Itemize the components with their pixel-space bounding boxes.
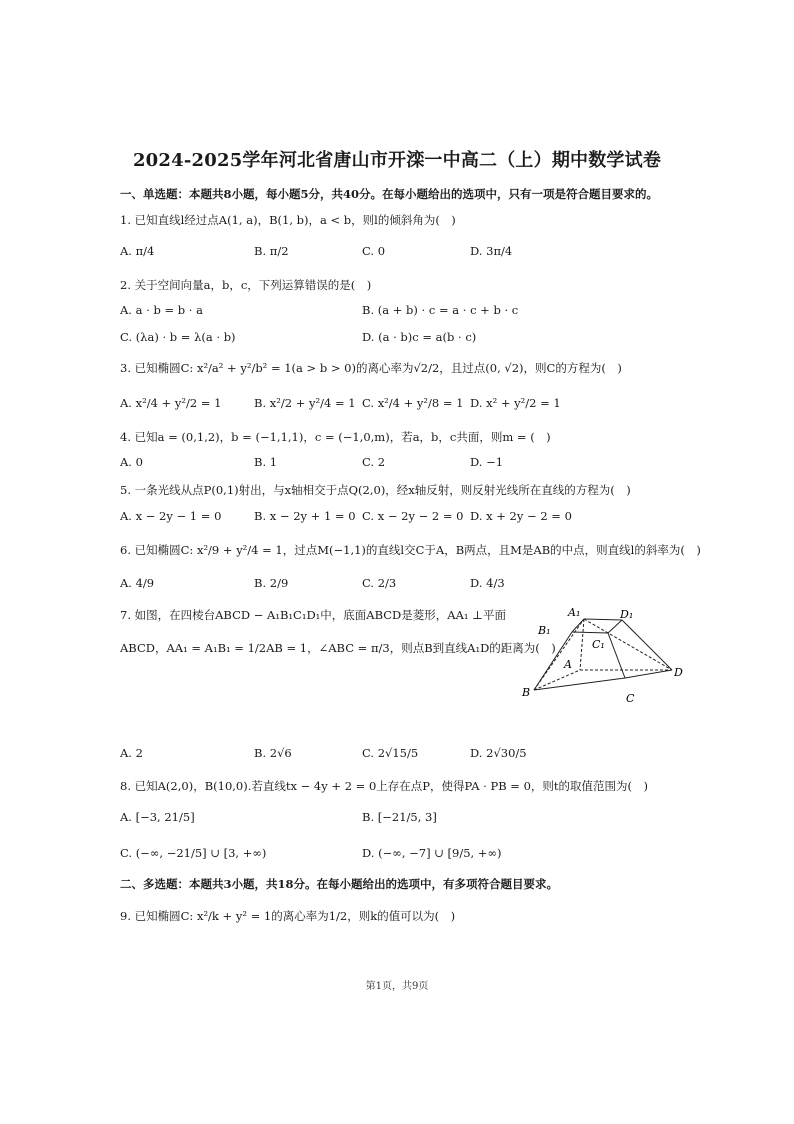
q2-option-c: C. (λa) · b = λ(a · b) [120, 330, 236, 344]
q5-option-c: C. x − 2y − 2 = 0 [362, 509, 464, 523]
label-a1: A₁ [568, 606, 581, 619]
q3-option-c: C. x²/4 + y²/8 = 1 [362, 396, 464, 410]
question-4: 4. 已知a = (0,1,2)，b = (−1,1,1)，c = (−1,0,m)，若a，b，c共面，则m = ( ) [120, 430, 551, 444]
label-c: C [626, 692, 635, 705]
q8-option-d: D. (−∞, −7] ∪ [9/5, +∞) [362, 846, 502, 860]
question-6: 6. 已知椭圆C: x²/9 + y²/4 = 1，过点M(−1,1)的直线l交C于A，B两点，且M是AB的中点，则直线l的斜率为( ) [120, 543, 701, 557]
q7-option-d: D. 2√30/5 [470, 746, 527, 760]
label-d1: D₁ [620, 608, 634, 621]
q2-option-a: A. a · b = b · a [120, 303, 203, 317]
q7-option-a: A. 2 [120, 746, 143, 760]
q3-option-a: A. x²/4 + y²/2 = 1 [120, 396, 222, 410]
q5-option-b: B. x − 2y + 1 = 0 [254, 509, 356, 523]
question-3: 3. 已知椭圆C: x²/a² + y²/b² = 1(a > b > 0)的离心率为√2/2，且过点(0, √2)，则C的方程为( ) [120, 361, 622, 375]
q8-option-b: B. [−21/5, 3] [362, 810, 437, 824]
q4-option-d: D. −1 [470, 455, 504, 469]
question-1: 1. 已知直线l经过点A(1, a)，B(1, b)，a < b，则l的倾斜角为( ) [120, 213, 456, 227]
q8-option-c: C. (−∞, −21/5] ∪ [3, +∞) [120, 846, 267, 860]
q3-option-d: D. x² + y²/2 = 1 [470, 396, 561, 410]
label-a: A [564, 658, 572, 671]
section-single-choice: 一、单选题：本题共8小题，每小题5分，共40分。在每小题给出的选项中，只有一项是符合题目要求的。 [120, 187, 659, 201]
frustum-figure [512, 600, 692, 710]
q6-option-c: C. 2/3 [362, 576, 397, 590]
question-5: 5. 一条光线从点P(0,1)射出，与x轴相交于点Q(2,0)，经x轴反射，则反射光线所在直线的方程为( ) [120, 483, 631, 497]
q4-option-c: C. 2 [362, 455, 386, 469]
label-c1: C₁ [592, 638, 605, 651]
page-title: 2024-2025学年河北省唐山市开滦一中高二（上）期中数学试卷 [132, 150, 662, 171]
q2-option-b: B. (a + b) · c = a · c + b · c [362, 303, 519, 317]
q5-option-d: D. x + 2y − 2 = 0 [470, 509, 572, 523]
q6-option-d: D. 4/3 [470, 576, 505, 590]
label-b: B [522, 686, 531, 699]
label-b1: B₁ [538, 624, 551, 637]
q4-option-a: A. 0 [120, 455, 143, 469]
q4-option-b: B. 1 [254, 455, 278, 469]
q6-option-a: A. 4/9 [120, 576, 155, 590]
question-2: 2. 关于空间向量a，b，c，下列运算错误的是( ) [120, 278, 372, 292]
page-footer: 第1页，共9页 [365, 981, 429, 992]
q1-option-b: B. π/2 [254, 244, 289, 258]
q7-option-b: B. 2√6 [254, 746, 292, 760]
label-d: D [674, 666, 683, 679]
question-8: 8. 已知A(2,0)，B(10,0).若直线tx − 4y + 2 = 0上存在点P，使得PA · PB = 0，则t的取值范围为( ) [120, 779, 649, 793]
q5-option-a: A. x − 2y − 1 = 0 [120, 509, 222, 523]
q1-option-d: D. 3π/4 [470, 244, 513, 258]
section-multiple-choice: 二、多选题：本题共3小题，共18分。在每小题给出的选项中，有多项符合题目要求。 [120, 877, 559, 891]
q2-option-d: D. (a · b)c = a(b · c) [362, 330, 477, 344]
q6-option-b: B. 2/9 [254, 576, 289, 590]
question-7-line-2: ABCD，AA₁ = A₁B₁ = 1/2AB = 1，∠ABC = π/3，则点B到直线A₁D的距离为( ) [120, 641, 556, 655]
q8-option-a: A. [−3, 21/5] [120, 810, 195, 824]
q7-option-c: C. 2√15/5 [362, 746, 419, 760]
question-9: 9. 已知椭圆C: x²/k + y² = 1的离心率为1/2，则k的值可以为( ) [120, 909, 456, 923]
question-7-line-1: 7. 如图，在四棱台ABCD − A₁B₁C₁D₁中，底面ABCD是菱形，AA₁ ⊥平面 [120, 608, 506, 622]
q1-option-c: C. 0 [362, 244, 386, 258]
q1-option-a: A. π/4 [120, 244, 155, 258]
q3-option-b: B. x²/2 + y²/4 = 1 [254, 396, 356, 410]
